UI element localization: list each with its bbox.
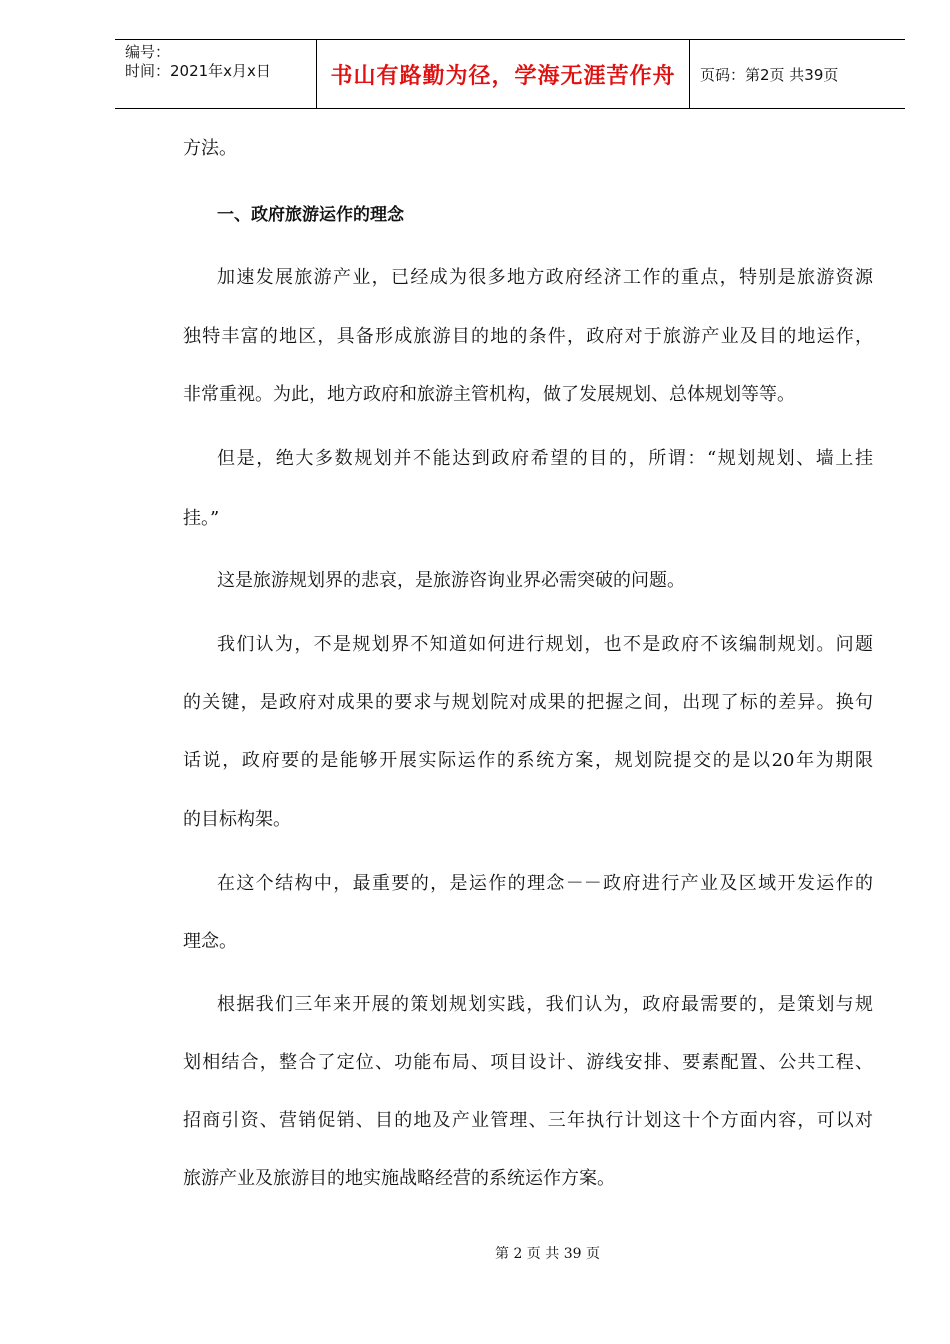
header-motto-cell <box>316 40 690 108</box>
body-line: 我们认为，不是规划界不知道如何进行规划，也不是政府不该编制规划。问题 <box>217 634 873 655</box>
body-line: 招商引资、营销促销、目的地及产业管理、三年执行计划这十个方面内容，可以对 <box>183 1110 873 1131</box>
body-line: 非常重视。为此，地方政府和旅游主管机构，做了发展规划、总体规划等等。 <box>183 384 795 405</box>
body-line: 加速发展旅游产业，已经成为很多地方政府经济工作的重点，特别是旅游资源 <box>217 267 873 288</box>
body-line: 的目标构架。 <box>183 809 291 830</box>
page-header <box>115 39 905 109</box>
page-footer: 第 2 页 共 39 页 <box>495 1246 600 1262</box>
body-line: 的关键，是政府对成果的要求与规划院对成果的把握之间，出现了标的差异。换句 <box>183 692 873 713</box>
section-heading: 一、政府旅游运作的理念 <box>217 205 404 225</box>
body-line: 在这个结构中，最重要的，是运作的理念－－政府进行产业及区域开发运作的 <box>217 873 873 894</box>
body-line: 挂。” <box>183 508 220 529</box>
body-line: 理念。 <box>183 931 237 952</box>
body-line: 旅游产业及旅游目的地实施战略经营的系统运作方案。 <box>183 1168 615 1189</box>
body-line: 划相结合，整合了定位、功能布局、项目设计、游线安排、要素配置、公共工程、 <box>183 1052 873 1073</box>
body-line: 话说，政府要的是能够开展实际运作的系统方案，规划院提交的是以20年为期限 <box>183 750 873 771</box>
body-line: 独特丰富的地区，具备形成旅游目的地的条件，政府对于旅游产业及目的地运作， <box>183 326 873 347</box>
header-page-number: 页码：第2页 共39页 <box>700 65 839 84</box>
header-info-cell <box>115 40 316 108</box>
body-line: 方法。 <box>183 138 237 159</box>
body-line: 但是，绝大多数规划并不能达到政府希望的目的，所谓：“规划规划、墙上挂 <box>217 448 873 469</box>
body-line: 根据我们三年来开展的策划规划实践，我们认为，政府最需要的，是策划与规 <box>217 994 873 1015</box>
document-number-label: 编号： <box>125 43 171 61</box>
header-motto: 书山有路勤为径，学海无涯苦作舟 <box>330 63 676 89</box>
header-page-cell <box>690 40 905 108</box>
document-time-label: 时间：2021年x月x日 <box>125 62 271 80</box>
body-line: 这是旅游规划界的悲哀，是旅游咨询业界必需突破的问题。 <box>217 570 685 591</box>
